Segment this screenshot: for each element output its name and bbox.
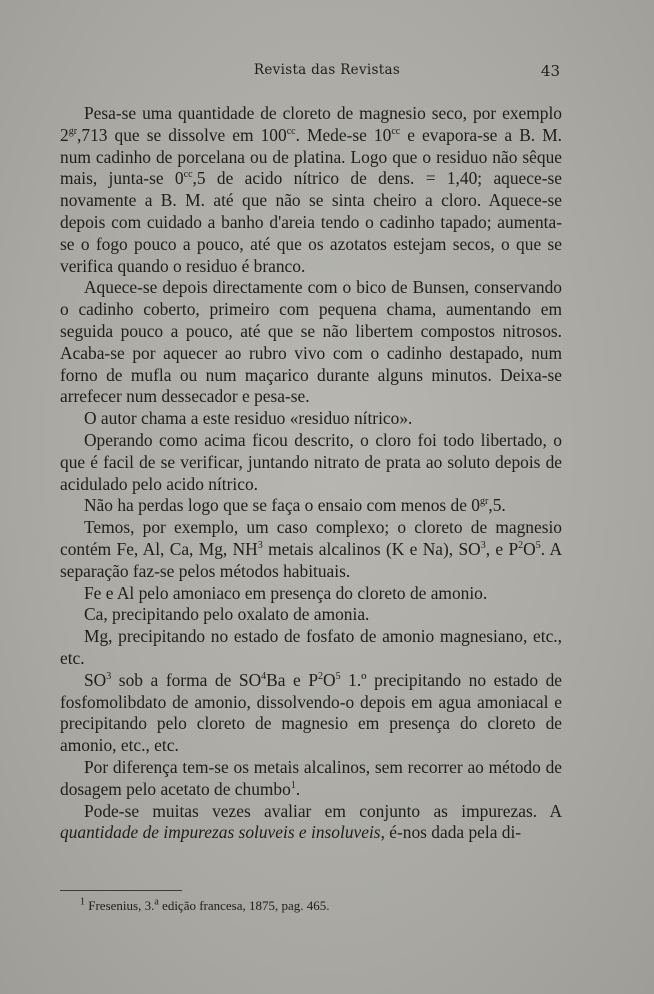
- paragraph-1: Pesa-se uma quantidade de cloreto de magnesio seco, por exemplo $2^{gr},713$ que se dissolve em $100^{cc}$. Mede-se $10^{cc}$ e evapora-se a B. M. num cadinho de porcelana ou de platina. Logo que o residuo não sêque mais, junta-se $0^{cc},5$ de acido nítrico de dens. = 1,40; aquece-se novamente a B. M. até que não se sinta cheiro a cloro. Aquece-se depois com cuidado a banho d'areia tendo o cadinho tapado; aumenta-se o fogo pouco a pouco, até que os azotatos estejam secos, o que se verifica quando o residuo é branco.: [60, 103, 563, 276]
- paragraph-6: Temos, por exemplo, um caso complexo; o cloreto de magnesio contém Fe, Al, Ca, Mg, $NH^3$ metais alcalinos (K e Na), $SO^3$, e $P^2O^5$. A separação faz-se pelos métodos habituais.: [60, 517, 563, 581]
- body-text: [60, 103, 562, 844]
- running-title: Revista das Revistas: [253, 62, 401, 78]
- paragraph-9: Mg, precipitando no estado de fosfato de amonio magnesiano, etc., etc.: [60, 626, 562, 668]
- paragraph-10: $SO^3$ sob a forma de $SO^4Ba$ e $P^2O^5$ 1.º precipitando no estado de fosfomolibdato de amonio, dissolvendo-o depois em agua amoniacal e precipitando pelo cloreto de magnesio em presença do cloreto de amonio, etc., etc.: [60, 669, 563, 756]
- paragraph-7: Fe e Al pelo amoniaco em presença do cloreto de amonio.: [84, 582, 488, 603]
- page-header: [0, 62, 654, 84]
- paragraph-12: Pode-se muitas vezes avaliar em conjunto as impurezas. A quantidade de impurezas soluveis e insoluveis, é-nos dada pela di-: [60, 800, 562, 843]
- paragraph-2: Aquece-se depois directamente com o bico de Bunsen, conservando o cadinho coberto, primeiro com pequena chama, aumentando em seguida pouco a pouco, até que se não libertem compostos nitrosos. Acaba-se por aquecer ao rubro vivo com o cadinho destapado, num forno de mufla ou num maçarico durante alguns minutos. Deixa-se arrefecer num dessecador e pesa-se.: [60, 277, 562, 407]
- footnote-divider: [60, 890, 182, 891]
- paragraph-11: Por diferença tem-se os metais alcalinos, sem recorrer ao método de dosagem pelo acetato de chumbo$^1$.: [60, 756, 562, 799]
- page-number: 43: [540, 62, 560, 80]
- paragraph-5: Não ha perdas logo que se faça o ensaio com menos de $0^{gr},5$.: [84, 495, 506, 516]
- paragraph-4: Operando como acima ficou descrito, o cloro foi todo libertado, o que é facil de se verificar, juntando nitrato de prata ao soluto depois de acidulado pelo acido nítrico.: [60, 429, 562, 494]
- footnote: $^1$ Fresenius, 3.$^a$ edição francesa, 1875, pag. 465.: [80, 896, 330, 913]
- paragraph-8: Ca, precipitando pelo oxalato de amonia.: [84, 604, 370, 625]
- paragraph-3: O autor chama a este residuo «residuo nítrico».: [84, 408, 413, 429]
